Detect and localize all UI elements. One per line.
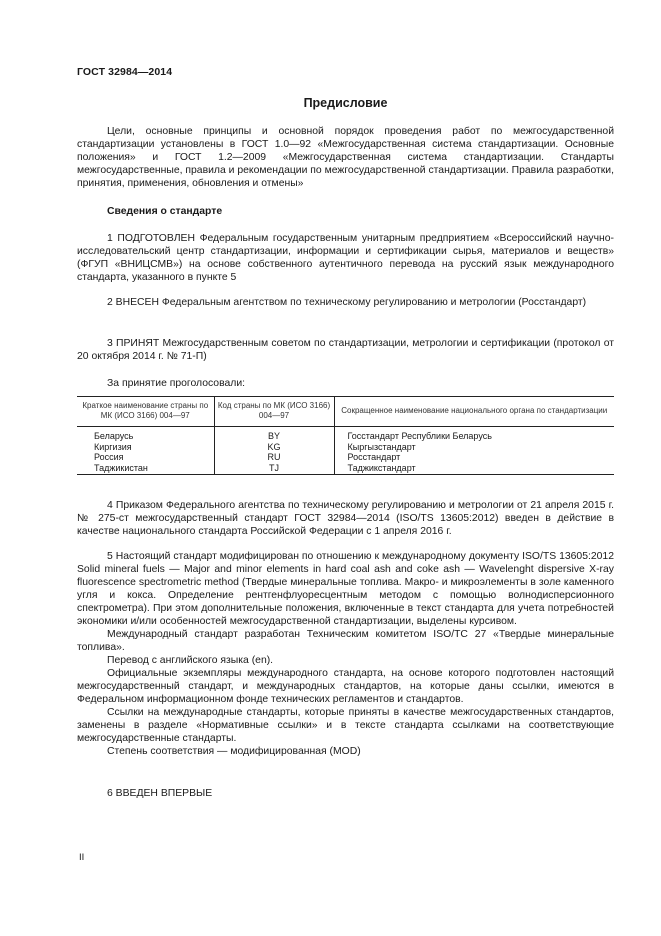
table-header-country: Краткое наименование страны по МК (ИСО 3166) 004—97 <box>77 397 214 427</box>
body-cell: Росстандарт <box>334 452 614 463</box>
item-5 <box>77 550 614 758</box>
table-header-code: Код страны по МК (ИСО 3166) 004—97 <box>214 397 334 427</box>
country-cell: Беларусь <box>94 431 134 441</box>
item-6 <box>77 787 614 800</box>
item-6-text: 6 ВВЕДЕН ВПЕРВЫЕ <box>107 788 213 799</box>
item-5-tc: Международный стандарт разработан Техническим комитетом ISO/TC 27 «Твердые минеральные топлива». <box>77 629 614 653</box>
code-cell: RU <box>214 452 334 463</box>
table-row <box>77 463 614 475</box>
voting-table <box>77 396 614 475</box>
code-cell: TJ <box>214 463 334 475</box>
intro-text: Цели, основные принципы и основной порядок проведения работ по межгосударственной стандартизации установлены в ГОСТ 1.0—92 «Межгосударственная система стандартизации. Основные положения» и ГОСТ 1.2—2009 «Межгосударственная система стандартизации. Стандарты межгосударственные, правила и рекомендации по межгосударственной стандартизации. Правила разработки, принятия, применения, обновления и отмены» <box>77 126 614 189</box>
item-3 <box>77 337 614 363</box>
item-5-refs: Ссылки на международные стандарты, которые приняты в качестве межгосударственных стандартов, заменены в разделе «Нормативные ссылки» и в тексте стандарта ссылками на соответствующие межгосударственные стандарты. <box>77 707 614 744</box>
vote-label-block <box>77 377 614 390</box>
item-5-copies: Официальные экземпляры международного стандарта, на основе которого подготовлен настоящий межгосударственный стандарт, и международных стандартов, на которые даны ссылки, имеются в Федеральном информационном фонде технических регламентов и стандартов. <box>77 668 614 705</box>
country-cell: Киргизия <box>94 441 132 452</box>
code-cell: BY <box>214 427 334 442</box>
item-4 <box>77 499 614 538</box>
page-number: II <box>79 852 85 863</box>
intro-paragraph <box>77 125 614 190</box>
page-title: Предисловие <box>303 96 388 110</box>
country-cell: Россия <box>94 452 124 462</box>
section-heading-block <box>77 205 614 218</box>
document-header: ГОСТ 32984—2014 <box>77 66 173 78</box>
item-2-text: 2 ВНЕСЕН Федеральным агентством по техническому регулированию и метрологии (Росстандарт) <box>107 297 587 308</box>
country-cell: Таджикистан <box>77 463 214 475</box>
vote-label: За принятие проголосовали: <box>107 378 246 389</box>
item-3-text: 3 ПРИНЯТ Межгосударственным советом по стандартизации, метрологии и сертификации (протокол от 20 октября 2014 г. № 71-П) <box>77 338 614 362</box>
body-cell: Кыргызстандарт <box>334 442 614 453</box>
body-cell: Госстандарт Республики Беларусь <box>334 427 614 442</box>
item-2 <box>77 296 614 309</box>
table-row <box>77 427 614 442</box>
code-cell: KG <box>214 442 334 453</box>
table-header-row <box>77 397 614 427</box>
item-1 <box>77 232 614 284</box>
item-5-degree: Степень соответствия — модифицированная (MOD) <box>107 746 361 757</box>
body-cell: Таджикстандарт <box>334 463 614 475</box>
item-4-text: 4 Приказом Федерального агентства по техническому регулированию и метрологии от 21 апреля 2015 г. № 275-ст межгосударственный стандарт ГОСТ 32984—2014 (ISO/TS 13605:2012) введен в действие в качестве национального стандарта Российской Федерации с 1 апреля 2016 г. <box>77 500 614 537</box>
table-header-body: Сокращенное наименование национального органа по стандартизации <box>334 397 614 427</box>
item-1-text: 1 ПОДГОТОВЛЕН Федеральным государственным унитарным предприятием «Всероссийский научно-исследовательский центр стандартизации, информации и сертификации сырья, материалов и веществ» (ФГУП «ВНИЦСМВ») на основе собственного аутентичного перевода на русский язык международного стандарта, указанного в пункте 5 <box>77 233 614 283</box>
item-5-text: 5 Настоящий стандарт модифицирован по отношению к международному документу ISO/TS 13605:2012 Solid mineral fuels — Major and minor elements in hard coal ash and coke ash — Wavelenght dispersive X-ray fluorescence spectrometric method (Твердые минеральные топлива. Макро- и микроэлементы в золе каменного угля и кокса. Определение рентгенфлуоресцентным методом с помощью волнодисперсионного спектрометра). При этом дополнительные положения, включенные в текст стандарта для учета потребностей экономики и/или особенностей межгосударственной стандартизации, выделены курсивом. <box>77 551 614 627</box>
table-row <box>77 442 614 453</box>
table-row <box>77 452 614 463</box>
section-heading: Сведения о стандарте <box>107 206 223 217</box>
item-5-lang: Перевод с английского языка (en). <box>107 655 274 666</box>
